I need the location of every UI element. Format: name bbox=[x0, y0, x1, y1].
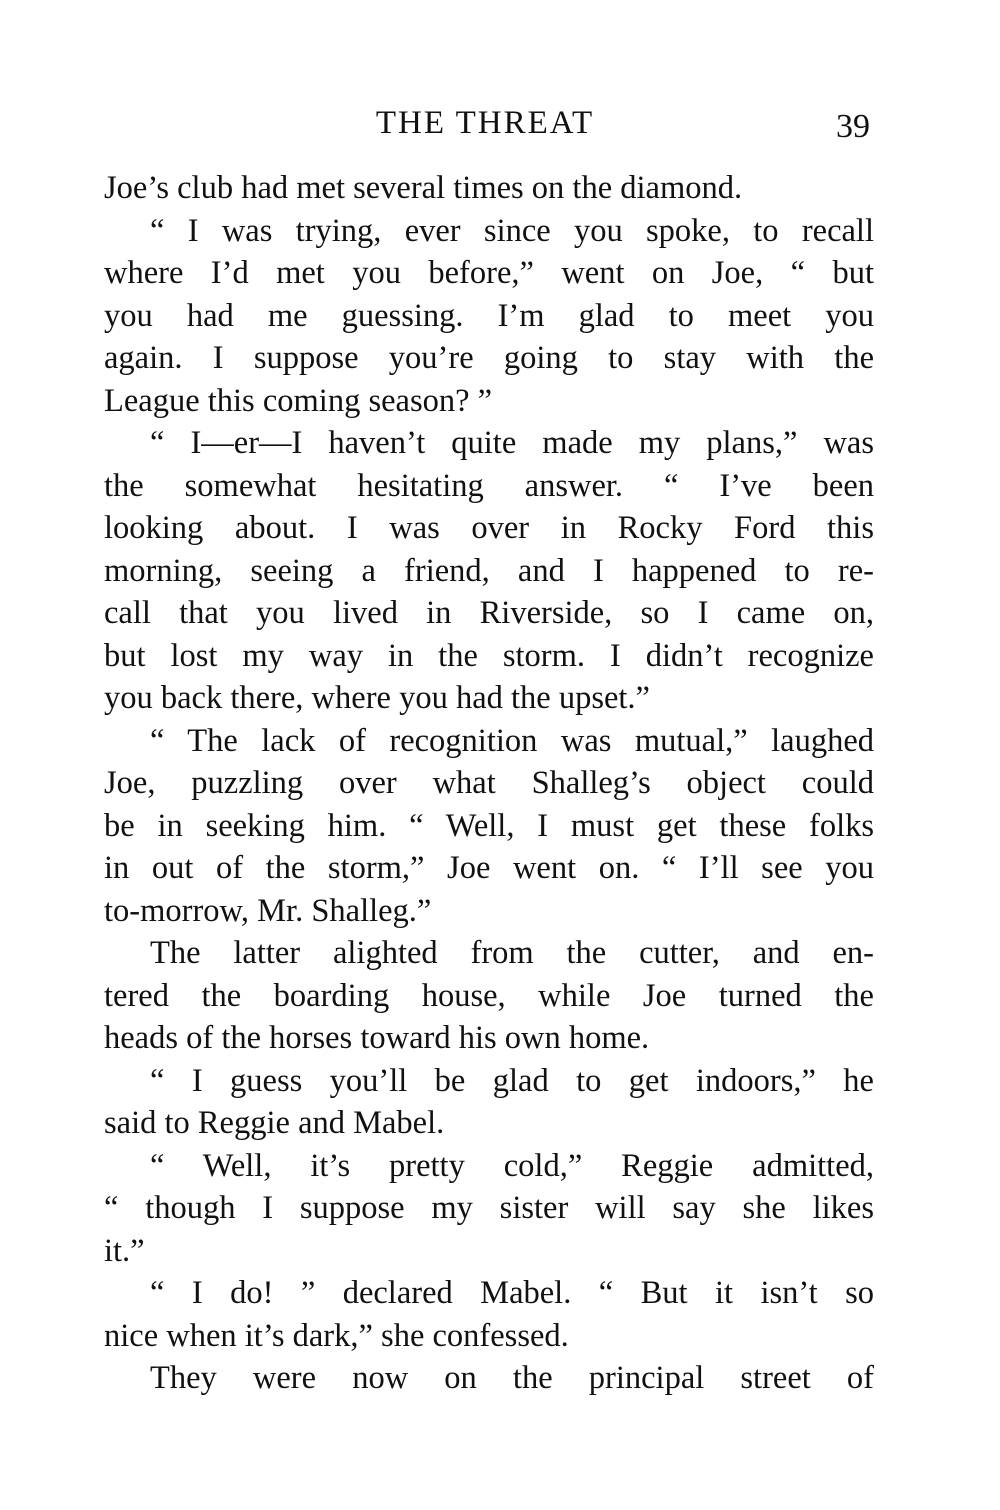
text-line: Joe, puzzling over what Shalleg’s object could bbox=[104, 765, 874, 801]
text-line: again. I suppose you’re going to stay with the bbox=[104, 340, 874, 376]
text-line: in out of the storm,” Joe went on. “ I’ll see you bbox=[104, 850, 874, 886]
text-line: said to Reggie and Mabel. bbox=[104, 1105, 445, 1141]
text-line: “ I guess you’ll be glad to get indoors,” he bbox=[150, 1062, 874, 1099]
text-line: Joe’s club had met several times on the diamond. bbox=[104, 170, 743, 206]
text-line: They were now on the principal street of bbox=[150, 1360, 874, 1396]
text-line: “ I do! ” declared Mabel. “ But it isn’t so bbox=[150, 1275, 874, 1311]
text-line: it.” bbox=[104, 1232, 145, 1269]
text-line: looking about. I was over in Rocky Ford this bbox=[104, 510, 874, 546]
body-text bbox=[104, 167, 874, 1400]
text-line: you had me guessing. I’m glad to meet you bbox=[104, 297, 874, 334]
text-line: call that you lived in Riverside, so I came on, bbox=[104, 595, 874, 631]
text-line: heads of the horses toward his own home. bbox=[104, 1020, 650, 1056]
text-line: “ Well, it’s pretty cold,” Reggie admitted, bbox=[150, 1147, 874, 1184]
running-head: THE THREAT bbox=[375, 105, 595, 141]
text-line: you back there, where you had the upset.” bbox=[104, 680, 650, 716]
text-line: morning, seeing a friend, and I happened to re- bbox=[104, 552, 874, 589]
text-line: “ The lack of recognition was mutual,” laughed bbox=[150, 722, 874, 759]
text-line: “ though I suppose my sister will say she likes bbox=[104, 1190, 874, 1226]
text-line: the somewhat hesitating answer. “ I’ve been bbox=[104, 467, 874, 504]
text-line: “ I was trying, ever since you spoke, to recall bbox=[150, 212, 874, 249]
text-line: The latter alighted from the cutter, and en- bbox=[150, 935, 874, 971]
text-line: to-morrow, Mr. Shalleg.” bbox=[104, 892, 432, 929]
page-header bbox=[100, 100, 870, 146]
text-line: nice when it’s dark,” she confessed. bbox=[104, 1317, 569, 1354]
text-line: but lost my way in the storm. I didn’t recognize bbox=[104, 637, 874, 674]
text-line: “ I—er—I haven’t quite made my plans,” was bbox=[150, 425, 874, 461]
text-line: League this coming season? ” bbox=[104, 382, 493, 419]
text-line: tered the boarding house, while Joe turned the bbox=[104, 977, 874, 1014]
text-line: be in seeking him. “ Well, I must get these folks bbox=[104, 807, 874, 844]
page-number: 39 bbox=[836, 108, 870, 145]
text-line: where I’d met you before,” went on Joe, “ but bbox=[104, 255, 874, 291]
